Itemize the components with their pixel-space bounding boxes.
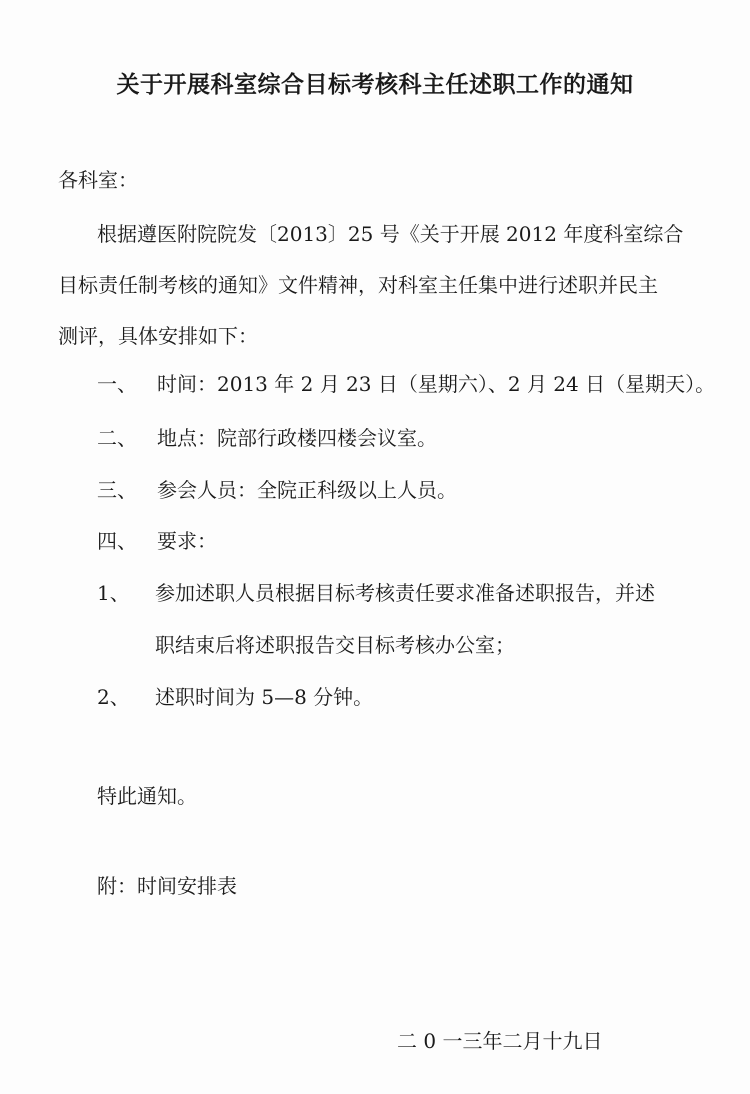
document-title: 关于开展科室综合目标考核科主任述职工作的通知 (116, 71, 634, 98)
attachment: 附：时间安排表 (97, 874, 237, 898)
item-text: 要求： (157, 529, 217, 553)
requirement-2 (97, 683, 373, 711)
requirement-number: 2、 (97, 685, 130, 709)
requirement-1 (97, 579, 655, 607)
item-text: 时间：2013 年 2 月 23 日（星期六）、2 月 24 日（星期天）。 (157, 372, 716, 396)
item-3 (97, 476, 457, 504)
requirement-text: 述职时间为 5—8 分钟。 (155, 685, 374, 709)
closing: 特此通知。 (97, 784, 197, 808)
item-number: 三、 (97, 478, 137, 502)
requirement-number: 1、 (97, 581, 130, 605)
salutation: 各科室： (58, 168, 138, 192)
document-date: 二 0 一三年二月十九日 (397, 1029, 603, 1053)
item-2 (97, 424, 437, 452)
item-4 (97, 527, 217, 555)
body-line-1: 根据遵医附院院发〔2013〕25 号《关于开展 2012 年度科室综合 (97, 222, 684, 246)
body-line-3: 测评，具体安排如下： (58, 324, 258, 348)
item-1 (97, 370, 715, 398)
item-number: 二、 (97, 426, 137, 450)
item-number: 四、 (97, 529, 137, 553)
requirement-text: 参加述职人员根据目标考核责任要求准备述职报告，并述 (155, 581, 655, 605)
item-text: 参会人员：全院正科级以上人员。 (157, 478, 457, 502)
item-text: 地点：院部行政楼四楼会议室。 (157, 426, 437, 450)
requirement-1-continued: 职结束后将述职报告交目标考核办公室； (155, 633, 515, 657)
body-line-2: 目标责任制考核的通知》文件精神，对科室主任集中进行述职并民主 (58, 273, 658, 297)
item-number: 一、 (97, 372, 137, 396)
